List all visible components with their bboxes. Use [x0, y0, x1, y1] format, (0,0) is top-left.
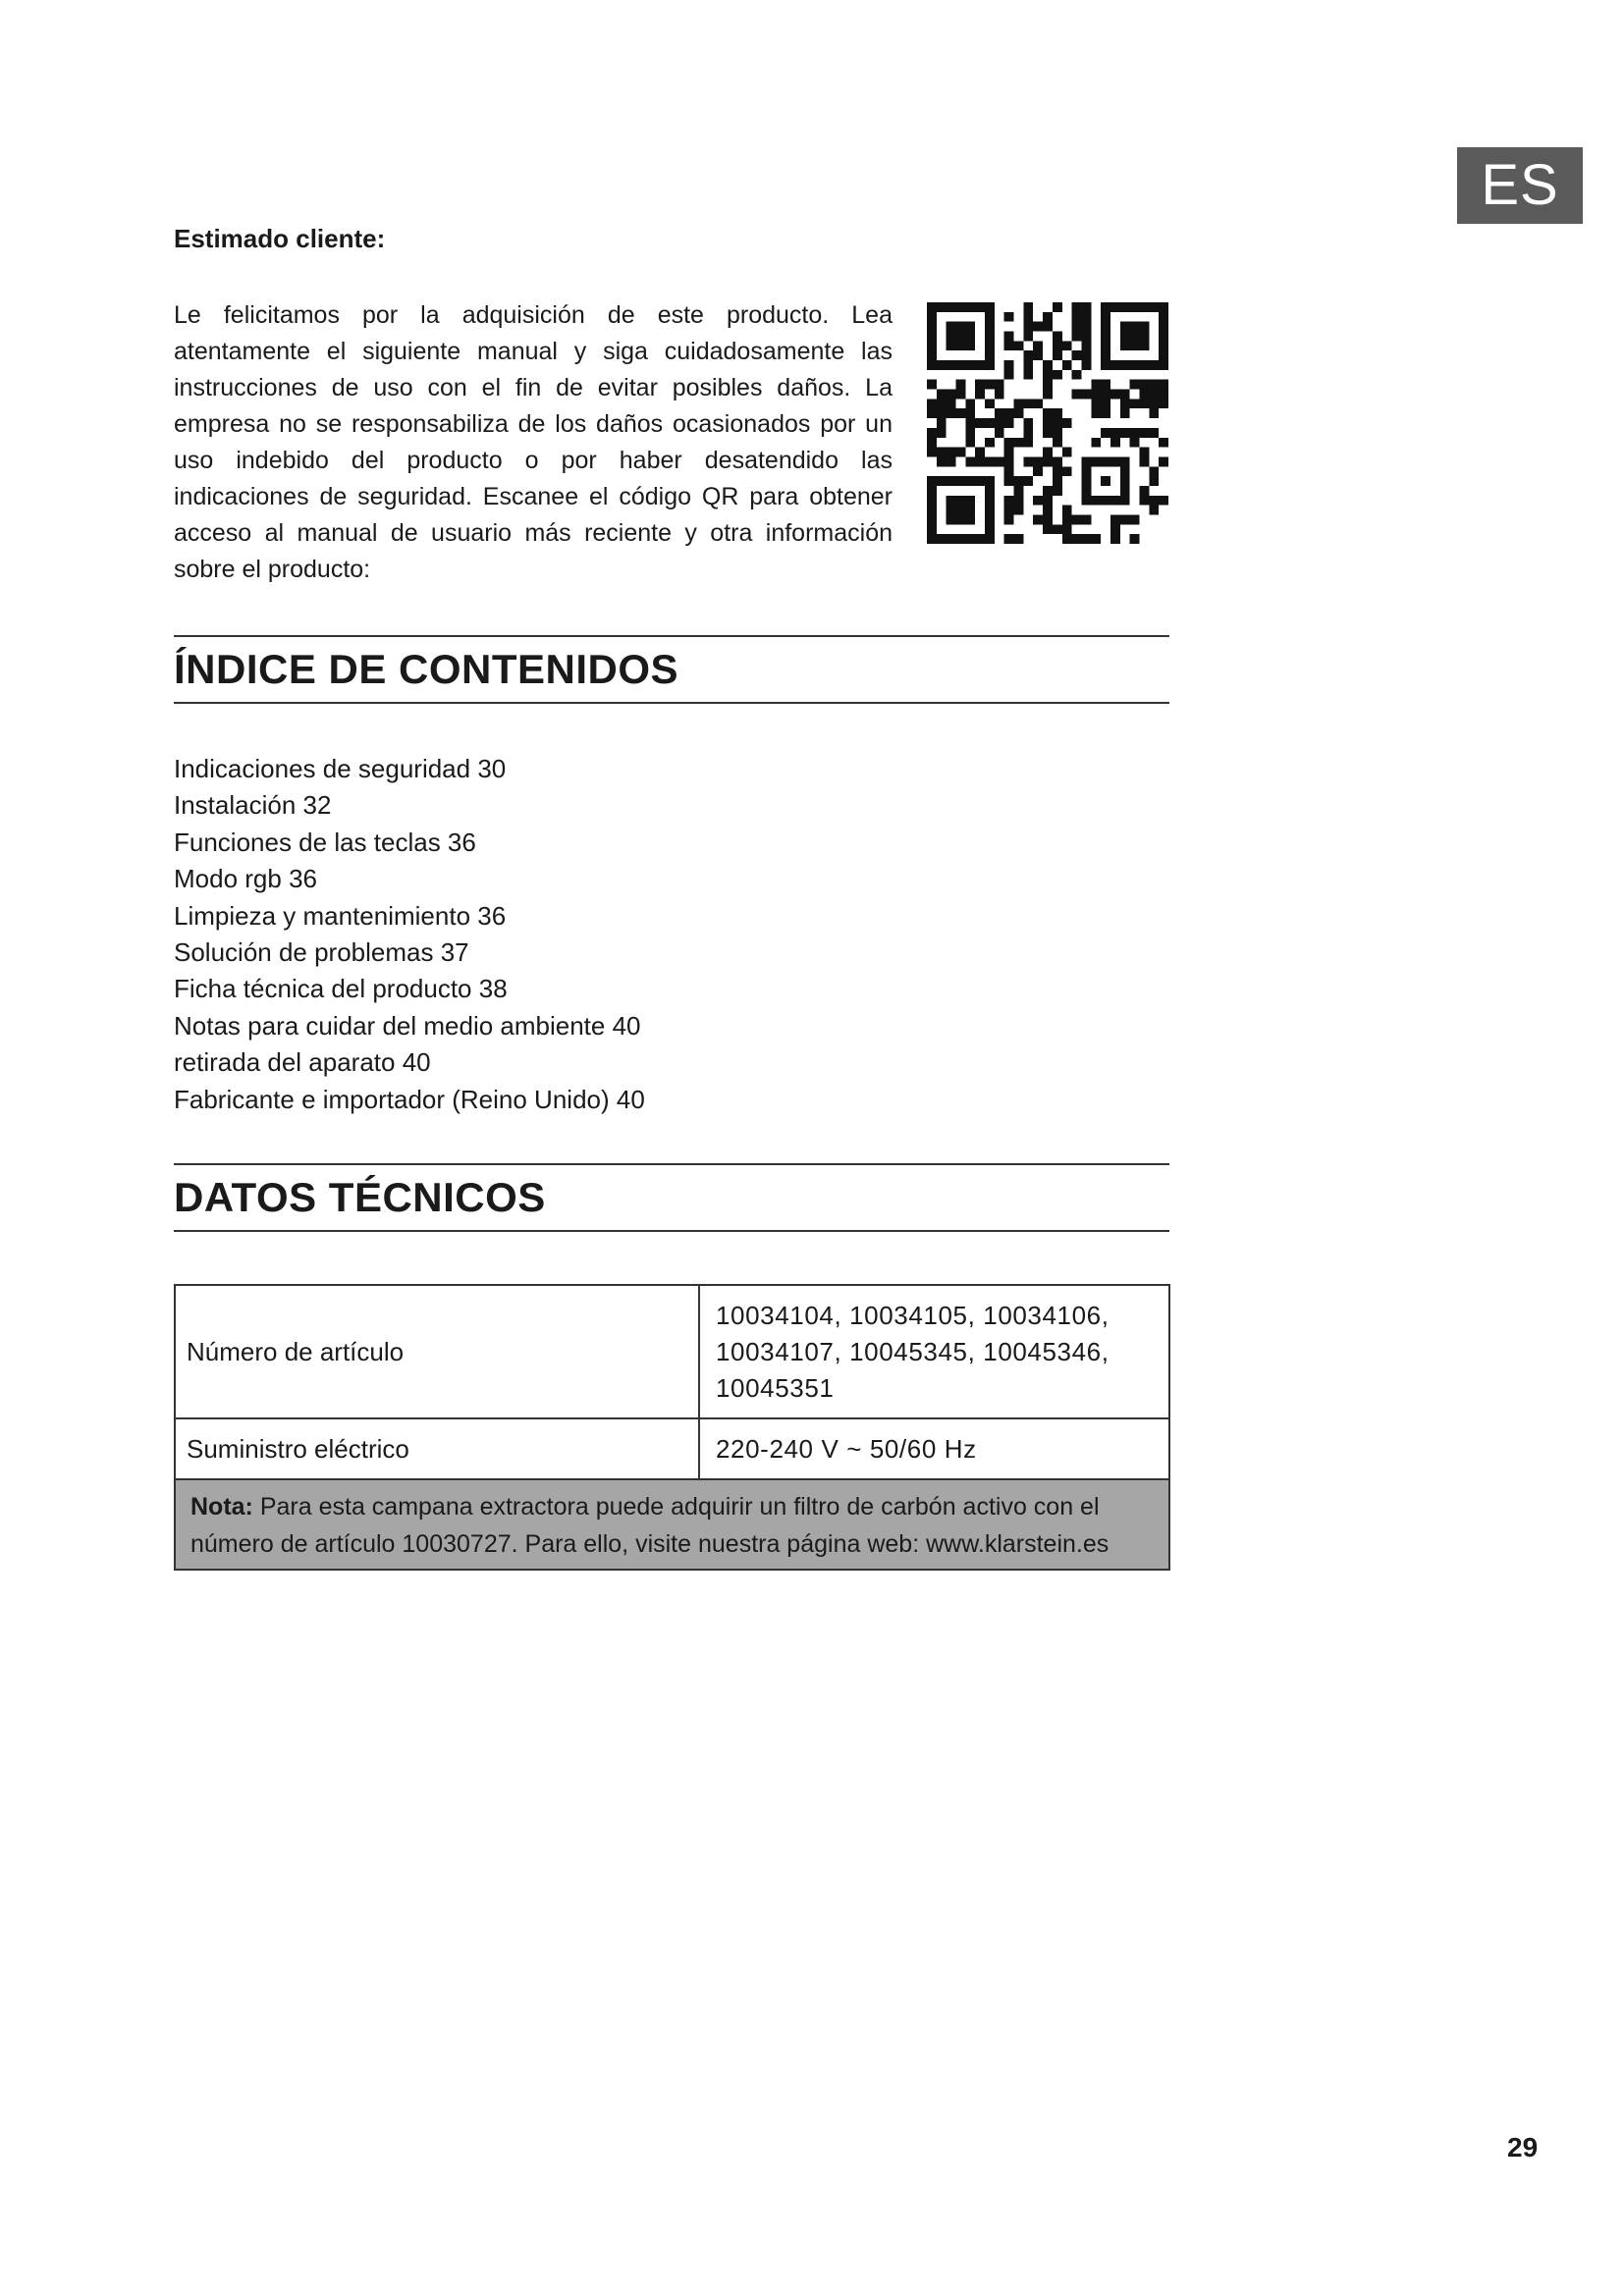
qr-code-icon[interactable] [927, 302, 1168, 544]
toc-item[interactable]: Funciones de las teclas 36 [174, 827, 476, 857]
table-row [175, 1418, 1169, 1479]
page-number: 29 [1507, 2132, 1539, 2163]
note-cell [175, 1479, 1169, 1570]
spec-value-line: 220-240 V ~ 50/60 Hz [716, 1433, 977, 1464]
toc-item[interactable]: Solución de problemas 37 [174, 937, 469, 968]
intro-paragraph: Le felicitamos por la adquisición de este producto. Lea atentamente el siguiente manual y siga cuidadosamente las instrucciones de uso con el fin de evitar posibles daños. La empresa no se responsabiliza de los daños ocasionados por un uso indebido del producto o por haber desatendido las indicaciones de seguridad. Escanee el código QR para obtener acceso al manual de usuario más reciente y otra información sobre el producto: [174, 301, 893, 583]
toc-item[interactable]: Ficha técnica del producto 38 [174, 974, 508, 1004]
note-text: Para esta campana extractora puede adquirir un filtro de carbón activo con el número de artículo 10030727. Para ello, visite nuestra página web: www.klarstein.es [190, 1493, 1110, 1558]
toc-item[interactable]: Instalación 32 [174, 790, 332, 821]
toc-item[interactable]: retirada del aparato 40 [174, 1047, 431, 1078]
specs-table [174, 1284, 1170, 1571]
toc-section [174, 635, 1169, 704]
toc-item[interactable]: Fabricante e importador (Reino Unido) 40 [174, 1084, 645, 1114]
greeting-heading: Estimado cliente: [174, 224, 386, 253]
spec-value-line: 10034107, 10045345, 10045346, [716, 1336, 1110, 1366]
specs-bottom-rule [174, 1230, 1169, 1232]
spec-label-article-number: Número de artículo [175, 1285, 699, 1418]
spec-value-article-number [699, 1285, 1169, 1418]
table-of-contents [174, 751, 645, 1118]
spec-value-line: 10034104, 10034105, 10034106, [716, 1300, 1110, 1330]
toc-item[interactable]: Indicaciones de seguridad 30 [174, 754, 507, 783]
toc-bottom-rule [174, 702, 1169, 704]
toc-item[interactable]: Limpieza y mantenimiento 36 [174, 900, 507, 931]
toc-title: ÍNDICE DE CONTENIDOS [174, 646, 679, 692]
spec-value-line: 10045351 [716, 1372, 835, 1403]
language-badge: ES [1457, 147, 1583, 224]
table-row [175, 1479, 1169, 1570]
spec-value-power-supply [699, 1418, 1169, 1479]
specs-title: DATOS TÉCNICOS [174, 1174, 546, 1220]
table-row [175, 1285, 1169, 1418]
note-label: Nota: [190, 1493, 253, 1521]
specs-section [174, 1163, 1169, 1232]
toc-item[interactable]: Modo rgb 36 [174, 864, 317, 894]
spec-label-power-supply: Suministro eléctrico [175, 1418, 699, 1479]
toc-item[interactable]: Notas para cuidar del medio ambiente 40 [174, 1010, 641, 1041]
